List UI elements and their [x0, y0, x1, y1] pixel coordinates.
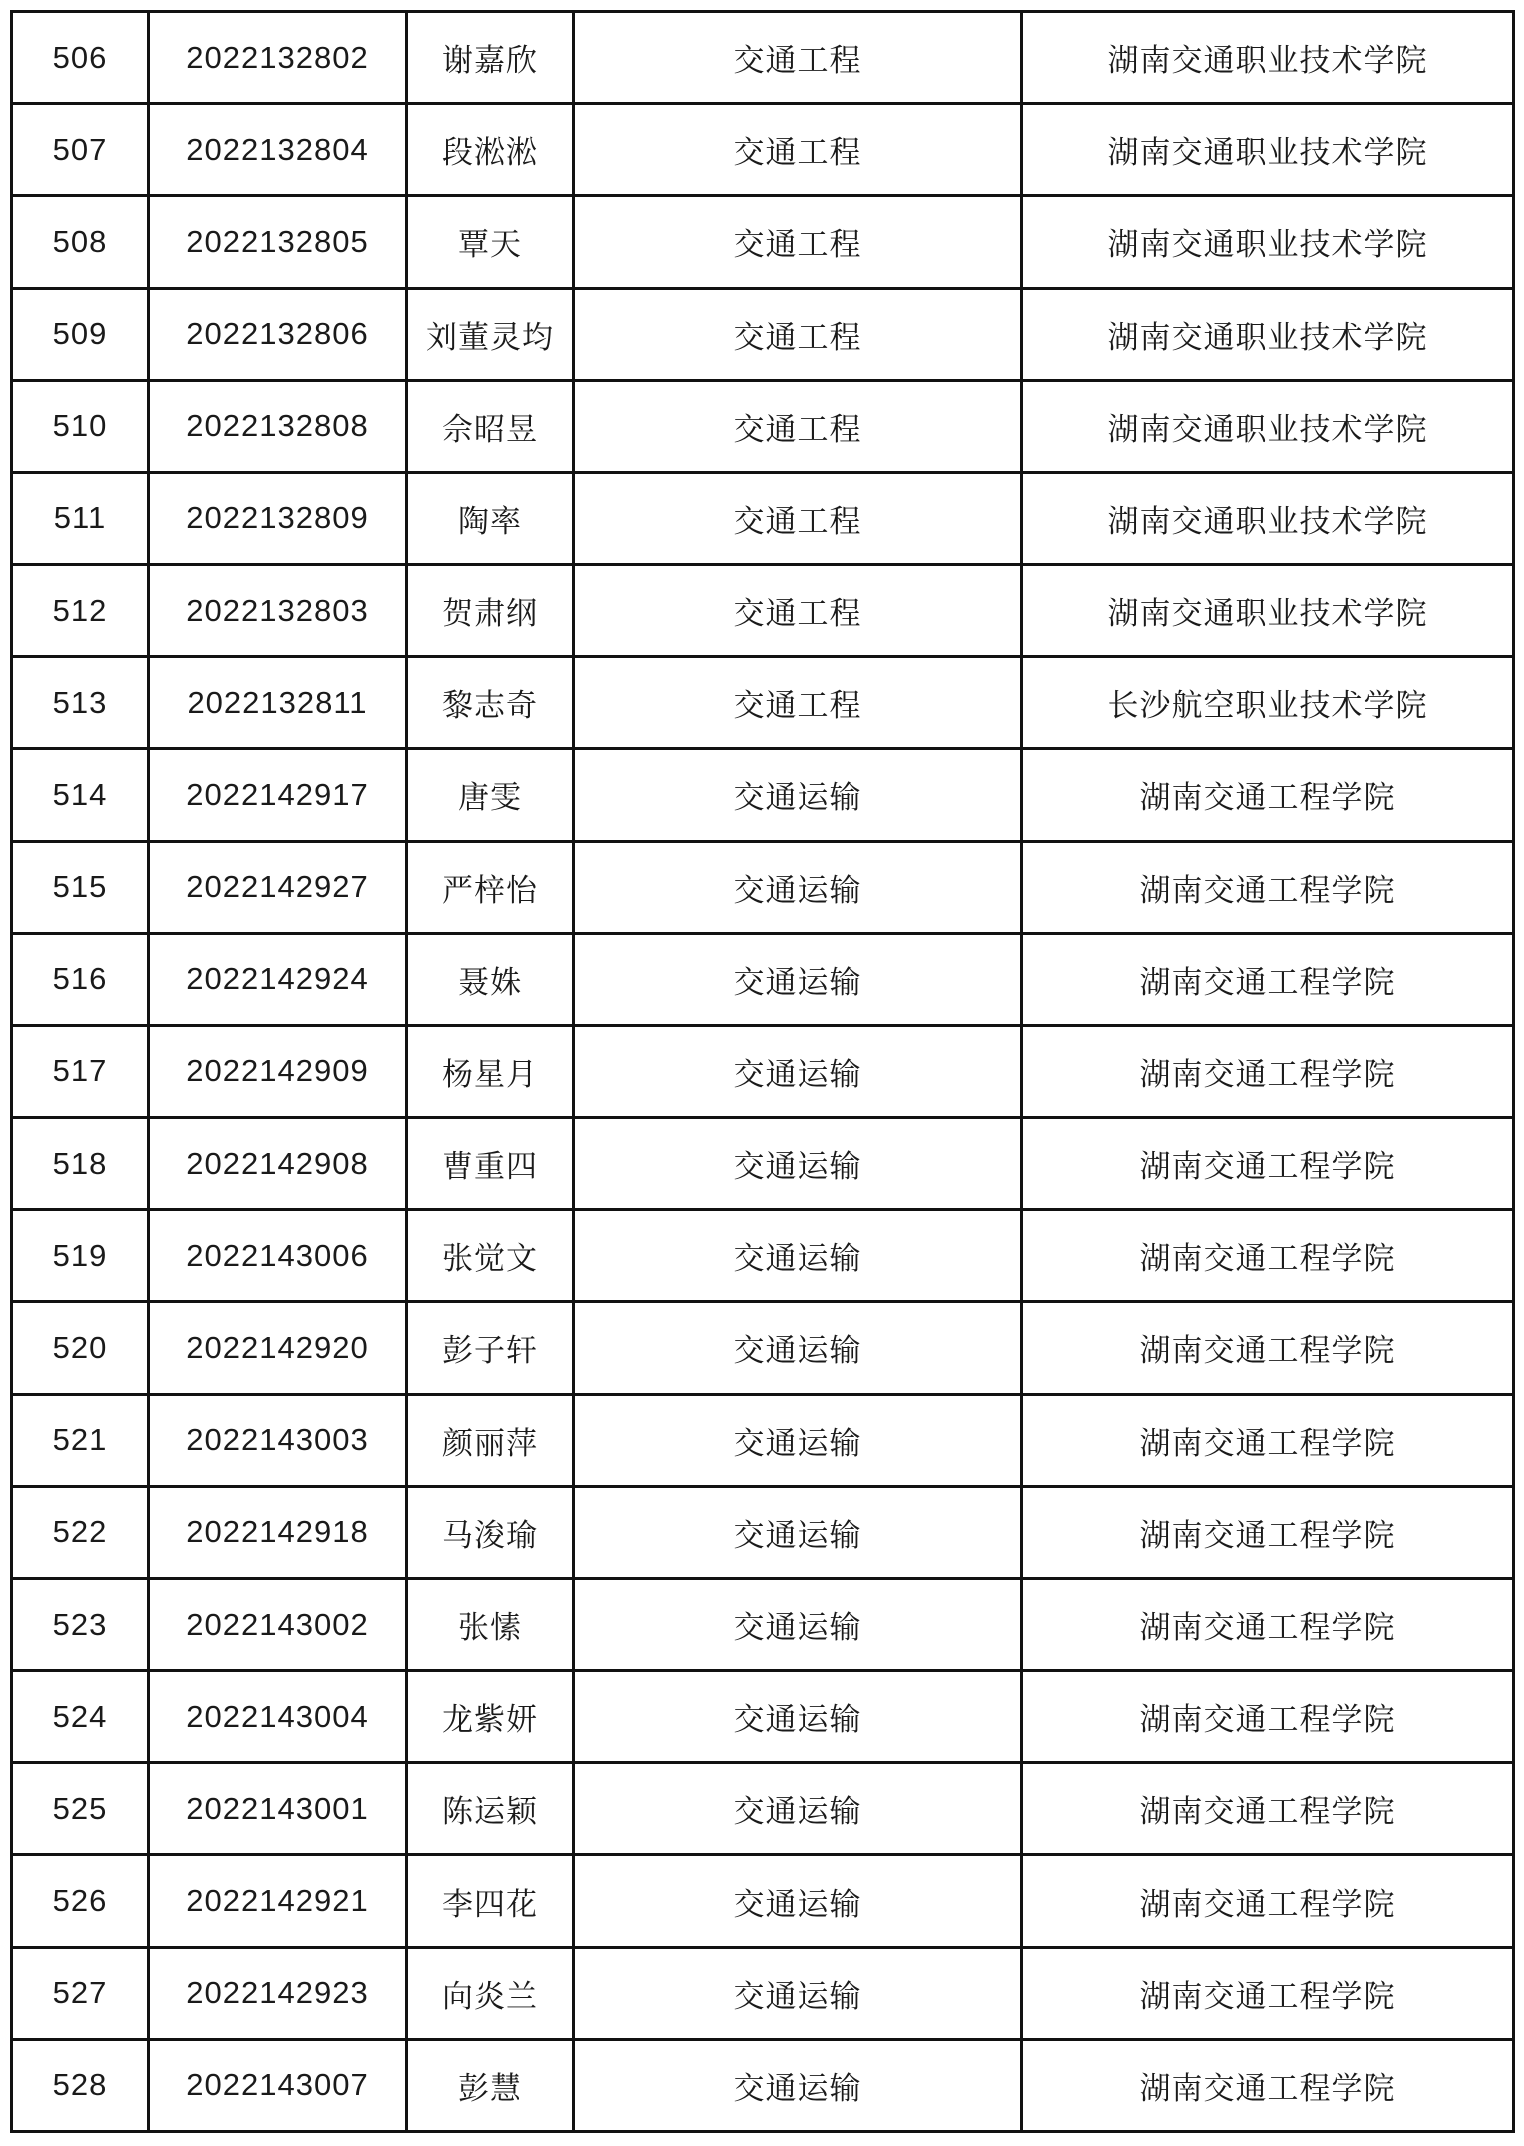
- cell-school: 湖南交通工程学院: [1022, 1302, 1514, 1394]
- cell-serial-number: 509: [12, 288, 149, 380]
- cell-serial-number: 507: [12, 104, 149, 196]
- table-row: [12, 1855, 1514, 1947]
- cell-student-name: 颜丽萍: [407, 1394, 574, 1486]
- cell-school: 湖南交通工程学院: [1022, 1671, 1514, 1763]
- cell-student-name: 张愫: [407, 1578, 574, 1670]
- table-row: [12, 841, 1514, 933]
- cell-major: 交通工程: [574, 288, 1022, 380]
- cell-student-id: 2022132802: [149, 12, 407, 104]
- cell-serial-number: 516: [12, 933, 149, 1025]
- table-row: [12, 1486, 1514, 1578]
- table-row: [12, 1394, 1514, 1486]
- cell-major: 交通运输: [574, 1763, 1022, 1855]
- cell-student-name: 陶率: [407, 472, 574, 564]
- cell-serial-number: 519: [12, 1210, 149, 1302]
- cell-major: 交通运输: [574, 1118, 1022, 1210]
- table-row: [12, 1210, 1514, 1302]
- table-row: [12, 565, 1514, 657]
- table-row: [12, 1671, 1514, 1763]
- cell-student-name: 陈运颖: [407, 1763, 574, 1855]
- table-row: [12, 1947, 1514, 2039]
- cell-student-name: 覃天: [407, 196, 574, 288]
- cell-school: 湖南交通职业技术学院: [1022, 288, 1514, 380]
- cell-serial-number: 517: [12, 1025, 149, 1117]
- cell-school: 湖南交通工程学院: [1022, 1118, 1514, 1210]
- table-row: [12, 657, 1514, 749]
- cell-student-id: 2022132804: [149, 104, 407, 196]
- cell-student-name: 唐雯: [407, 749, 574, 841]
- cell-serial-number: 513: [12, 657, 149, 749]
- cell-school: 湖南交通职业技术学院: [1022, 472, 1514, 564]
- cell-school: 湖南交通工程学院: [1022, 1947, 1514, 2039]
- cell-major: 交通工程: [574, 104, 1022, 196]
- cell-student-id: 2022143001: [149, 1763, 407, 1855]
- cell-school: 湖南交通职业技术学院: [1022, 12, 1514, 104]
- cell-student-id: 2022142917: [149, 749, 407, 841]
- cell-school: 湖南交通工程学院: [1022, 933, 1514, 1025]
- cell-school: 湖南交通工程学院: [1022, 1578, 1514, 1670]
- cell-school: 湖南交通工程学院: [1022, 749, 1514, 841]
- cell-major: 交通工程: [574, 565, 1022, 657]
- table-row: [12, 2039, 1514, 2131]
- cell-major: 交通运输: [574, 1210, 1022, 1302]
- cell-student-id: 2022132811: [149, 657, 407, 749]
- cell-serial-number: 511: [12, 472, 149, 564]
- cell-serial-number: 521: [12, 1394, 149, 1486]
- cell-serial-number: 510: [12, 380, 149, 472]
- cell-serial-number: 506: [12, 12, 149, 104]
- cell-student-id: 2022142923: [149, 1947, 407, 2039]
- table-row: [12, 288, 1514, 380]
- cell-serial-number: 514: [12, 749, 149, 841]
- cell-student-name: 严梓怡: [407, 841, 574, 933]
- table-row: [12, 933, 1514, 1025]
- cell-major: 交通运输: [574, 1486, 1022, 1578]
- cell-major: 交通运输: [574, 2039, 1022, 2131]
- cell-major: 交通运输: [574, 841, 1022, 933]
- table-row: [12, 196, 1514, 288]
- cell-school: 湖南交通职业技术学院: [1022, 380, 1514, 472]
- table-row: [12, 1578, 1514, 1670]
- cell-school: 长沙航空职业技术学院: [1022, 657, 1514, 749]
- cell-student-name: 贺肃纲: [407, 565, 574, 657]
- cell-major: 交通运输: [574, 933, 1022, 1025]
- cell-major: 交通工程: [574, 196, 1022, 288]
- cell-serial-number: 524: [12, 1671, 149, 1763]
- cell-student-name: 彭慧: [407, 2039, 574, 2131]
- table-row: [12, 749, 1514, 841]
- cell-serial-number: 508: [12, 196, 149, 288]
- table-row: [12, 472, 1514, 564]
- cell-student-name: 刘董灵均: [407, 288, 574, 380]
- cell-student-name: 黎志奇: [407, 657, 574, 749]
- cell-serial-number: 528: [12, 2039, 149, 2131]
- table-row: [12, 1118, 1514, 1210]
- cell-school: 湖南交通工程学院: [1022, 841, 1514, 933]
- table-row: [12, 1763, 1514, 1855]
- cell-school: 湖南交通职业技术学院: [1022, 565, 1514, 657]
- cell-school: 湖南交通职业技术学院: [1022, 196, 1514, 288]
- cell-school: 湖南交通工程学院: [1022, 2039, 1514, 2131]
- cell-student-id: 2022143006: [149, 1210, 407, 1302]
- cell-school: 湖南交通职业技术学院: [1022, 104, 1514, 196]
- cell-student-id: 2022142920: [149, 1302, 407, 1394]
- cell-major: 交通工程: [574, 472, 1022, 564]
- cell-major: 交通运输: [574, 1025, 1022, 1117]
- cell-student-id: 2022132803: [149, 565, 407, 657]
- table-row: [12, 1302, 1514, 1394]
- cell-student-id: 2022142924: [149, 933, 407, 1025]
- cell-serial-number: 523: [12, 1578, 149, 1670]
- student-roster-table: [10, 10, 1515, 2133]
- cell-major: 交通运输: [574, 749, 1022, 841]
- cell-serial-number: 512: [12, 565, 149, 657]
- cell-school: 湖南交通工程学院: [1022, 1210, 1514, 1302]
- cell-student-name: 佘昭昱: [407, 380, 574, 472]
- cell-serial-number: 525: [12, 1763, 149, 1855]
- cell-student-id: 2022143003: [149, 1394, 407, 1486]
- cell-major: 交通运输: [574, 1671, 1022, 1763]
- cell-school: 湖南交通工程学院: [1022, 1855, 1514, 1947]
- cell-student-name: 李四花: [407, 1855, 574, 1947]
- cell-student-name: 杨星月: [407, 1025, 574, 1117]
- cell-student-id: 2022143004: [149, 1671, 407, 1763]
- table-row: [12, 380, 1514, 472]
- cell-student-id: 2022132809: [149, 472, 407, 564]
- cell-major: 交通工程: [574, 380, 1022, 472]
- cell-major: 交通运输: [574, 1394, 1022, 1486]
- cell-student-name: 段淞淞: [407, 104, 574, 196]
- table-row: [12, 12, 1514, 104]
- cell-student-id: 2022142908: [149, 1118, 407, 1210]
- cell-serial-number: 520: [12, 1302, 149, 1394]
- cell-serial-number: 515: [12, 841, 149, 933]
- cell-serial-number: 518: [12, 1118, 149, 1210]
- table-row: [12, 1025, 1514, 1117]
- cell-student-name: 曹重四: [407, 1118, 574, 1210]
- cell-student-id: 2022143002: [149, 1578, 407, 1670]
- cell-major: 交通运输: [574, 1302, 1022, 1394]
- cell-major: 交通运输: [574, 1855, 1022, 1947]
- cell-major: 交通工程: [574, 12, 1022, 104]
- cell-student-id: 2022142909: [149, 1025, 407, 1117]
- cell-major: 交通运输: [574, 1947, 1022, 2039]
- cell-student-id: 2022142927: [149, 841, 407, 933]
- cell-student-name: 马浚瑜: [407, 1486, 574, 1578]
- cell-student-id: 2022132806: [149, 288, 407, 380]
- cell-student-name: 向炎兰: [407, 1947, 574, 2039]
- cell-school: 湖南交通工程学院: [1022, 1394, 1514, 1486]
- cell-serial-number: 527: [12, 1947, 149, 2039]
- cell-student-id: 2022142918: [149, 1486, 407, 1578]
- cell-school: 湖南交通工程学院: [1022, 1486, 1514, 1578]
- cell-student-id: 2022142921: [149, 1855, 407, 1947]
- cell-school: 湖南交通工程学院: [1022, 1025, 1514, 1117]
- table-body: [12, 12, 1514, 2132]
- table-row: [12, 104, 1514, 196]
- cell-serial-number: 526: [12, 1855, 149, 1947]
- cell-major: 交通工程: [574, 657, 1022, 749]
- cell-student-name: 龙紫妍: [407, 1671, 574, 1763]
- cell-student-name: 彭子轩: [407, 1302, 574, 1394]
- cell-student-id: 2022132805: [149, 196, 407, 288]
- cell-major: 交通运输: [574, 1578, 1022, 1670]
- cell-student-name: 谢嘉欣: [407, 12, 574, 104]
- cell-student-id: 2022132808: [149, 380, 407, 472]
- cell-student-name: 聂姝: [407, 933, 574, 1025]
- cell-student-id: 2022143007: [149, 2039, 407, 2131]
- cell-serial-number: 522: [12, 1486, 149, 1578]
- cell-school: 湖南交通工程学院: [1022, 1763, 1514, 1855]
- cell-student-name: 张觉文: [407, 1210, 574, 1302]
